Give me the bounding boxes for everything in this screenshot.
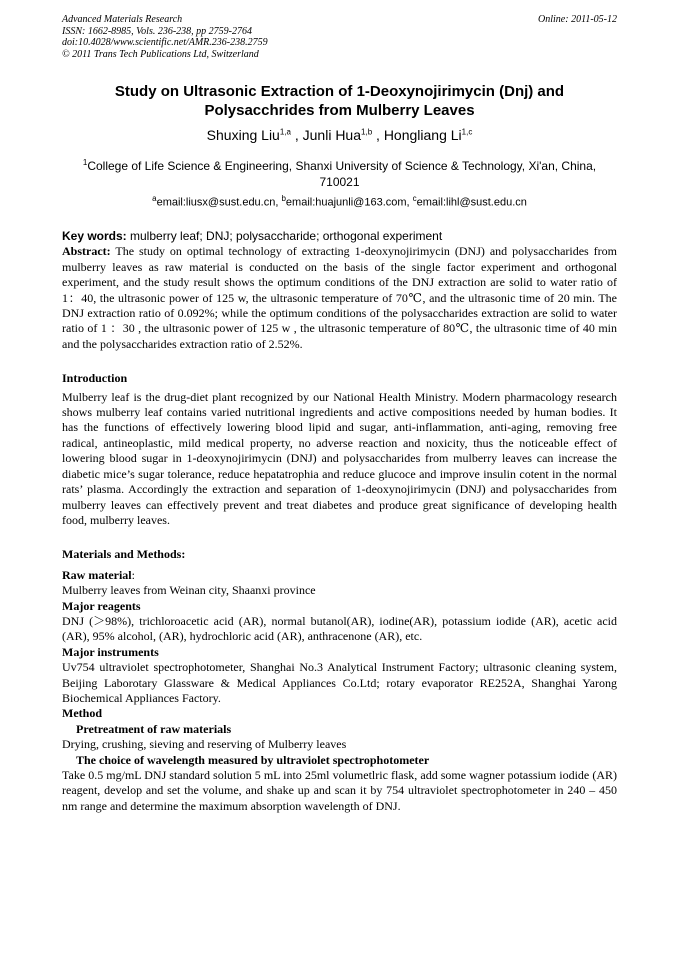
raw-material-heading: Raw material: [62, 567, 132, 582]
online-date: Online: 2011-05-12: [538, 14, 617, 25]
raw-material-heading-line: [62, 568, 617, 583]
author-separator: ,: [290, 127, 303, 143]
introduction-heading: Introduction: [62, 371, 128, 386]
methods-heading: Materials and Methods:: [62, 547, 186, 562]
affiliation-text: College of Life Science & Engineering, Shanxi University of Science & Technology, Xi'an, China, 710021: [87, 159, 597, 189]
author-1: Shuxing Liu: [206, 127, 280, 143]
instruments-text: Uv754 ultraviolet spectrophotometer, Shanghai No.3 Analytical Instrument Factory; ultrasonic cleaning system, Beijing Laborotary Glassware & Medical Appliances Co.Ltd; rotary evaporator RE252A, Shanghai Yarong Biochemical Appliances Factory.: [62, 660, 617, 705]
abstract-text: The study on optimal technology of extracting 1-deoxynojirimycin (DNJ) and polysaccharides from mulberry leaves as raw material is conducted on the basis of the single factor experiment and orthogonal experiment, and the study result shows the optimum conditions of the DNJ extraction are solid to water ratio of 1：40, the ultrasonic power of 125 w, the ultrasonic temperature of 70℃, and the ultrasonic time of 20 min. The DNJ extraction ratio of 0.092%; while the optimum conditions of the polysaccharides extraction are solid to water ratio of 1 ：30 , the ultrasonic power of 125 w , the ultrasonic temperature of 80℃, the ultrasonic time of 40 min and the polysaccharides extraction ratio of 2.52%.: [62, 244, 617, 351]
issn-line: ISSN: 1662-8985, Vols. 236-238, pp 2759-2764: [62, 25, 252, 37]
instruments-heading: Major instruments: [62, 644, 159, 659]
keywords-text: mulberry leaf; DNJ; polysaccharide; orthogonal experiment: [130, 229, 443, 243]
abstract: [62, 244, 617, 352]
wavelength-text: Take 0.5 mg/mL DNJ standard solution 5 mL into 25ml volumetlric flask, add some wagner potassium iodide (AR) reagent, develop and set the volume, and shake up and scan it by 754 ultraviolet spectrophotometer in 240 – 450 nm range and determine the maximum absorption wavelength of DNJ.: [62, 768, 617, 813]
author-list: [62, 127, 617, 143]
affiliation: [62, 155, 617, 190]
author-3-sup: 1,c: [461, 127, 473, 137]
email-a: email:liusx@sust.edu.cn,: [156, 196, 282, 209]
email-b-sup: b: [281, 194, 286, 203]
email-c-sup: c: [412, 194, 417, 203]
email-c: email:lihl@sust.edu.cn: [416, 196, 527, 209]
journal-name: Advanced Materials Research: [62, 14, 183, 25]
reagents-text: DNJ (＞98%), trichloroacetic acid (AR), normal butanol(AR), iodine(AR), potassium iodide (AR), acetic acid (AR), 95% alcohol, (AR), hydrochloric acid (AR), anthracenone (AR), etc.: [62, 613, 617, 644]
raw-material-colon: :: [131, 567, 135, 582]
author-emails: [62, 194, 617, 209]
paper-body: [62, 229, 617, 814]
doi-line: doi:10.4028/www.scientific.net/AMR.236-238.2759: [62, 37, 268, 48]
author-2: Junli Hua: [302, 127, 362, 143]
raw-material-text: Mulberry leaves from Weinan city, Shaanxi province: [62, 583, 316, 598]
affiliation-sup: 1: [82, 158, 88, 167]
wavelength-heading: The choice of wavelength measured by ultraviolet spectrophotometer: [76, 752, 430, 767]
keywords: [62, 229, 617, 244]
reagents-heading: Major reagents: [62, 598, 141, 613]
pretreatment-text: Drying, crushing, sieving and reserving of Mulberry leaves: [62, 737, 347, 752]
email-b: email:huajunli@163.com,: [285, 196, 413, 209]
author-separator: ,: [372, 127, 384, 143]
title-line-2: Polysacchrides from Mulberry Leaves: [204, 102, 475, 119]
title-line-1: Study on Ultrasonic Extraction of 1-Deoxynojirimycin (Dnj) and: [114, 83, 565, 100]
abstract-label: Abstract:: [62, 244, 111, 259]
email-a-sup: a: [152, 194, 157, 203]
introduction-text: Mulberry leaf is the drug-diet plant recognized by our National Health Ministry. Modern pharmacology research shows mulberry leaf contains varied nutritional ingredients and active compositions needed by human bodies. It has the functions of effectively lowering blood lipid and sugar, anti-inflammation, anti-aging, removing free radical, antineoplastic, mild medical property, no adverse reaction and noxicity, thus the noticeable effect of lowering blood sugar in 1-deoxynojirimycin (DNJ) and polysaccharides from mulberry leaves can increase the diabetic mice’s sugar tolerance, reduce hepatatrophia and reduce glucoce and improve insulin cotent in the normal rats’ plasma. Accordingly the extraction and separation of 1-deoxynojirimycin (DNJ) and polysaccharides from mulberry leaves can effectively prevent and treat diabetes and produce great significance of developing health food, mulberry leaves.: [62, 389, 617, 527]
author-1-sup: 1,a: [279, 127, 291, 137]
paper-title: [62, 82, 617, 120]
author-3: Hongliang Li: [383, 127, 462, 143]
copyright-line: © 2011 Trans Tech Publications Ltd, Switzerland: [62, 48, 259, 60]
keywords-label: Key words:: [62, 229, 131, 243]
method-heading: Method: [62, 706, 102, 721]
author-2-sup: 1,b: [361, 127, 373, 137]
pretreatment-heading: Pretreatment of raw materials: [76, 721, 232, 736]
journal-header: [62, 14, 617, 60]
